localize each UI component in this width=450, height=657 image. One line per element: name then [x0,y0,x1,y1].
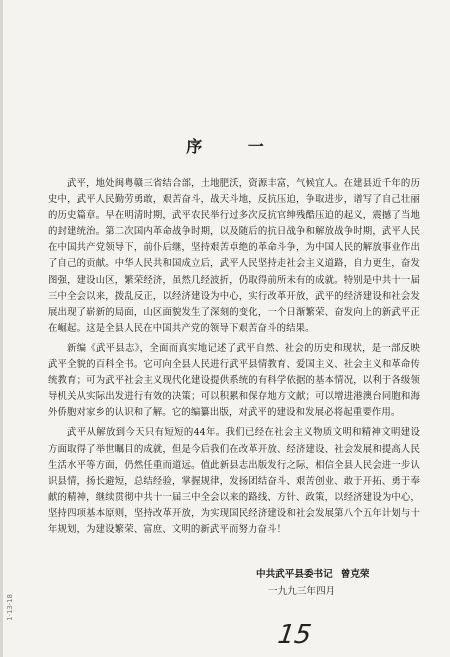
signature-date: 一九九三年四月 [268,586,336,597]
scan-edge [0,0,3,657]
page-number: 15 [275,620,314,650]
signature-block [256,566,370,600]
signature-line [256,566,370,583]
paragraph-3: 武平从解放到今天只有短短的44年。我们已经在社会主义物质文明和精神文明建设方面取得了举世瞩目的成就，但是今后我们在改革开放、经济建设、社会发展和提高人民生活水平等方面，仍然任重而道远。值此新县志出版发行之际，相信全县人民会进一步认识县情，扬长避短，总结经验，掌握规律，发扬团结奋斗、艰苦创业、敢于开拓、勇于奉献的精神，继续贯彻中共十一届三中全会以来的路线、方针、政策，以经济建设为中心，坚持四项基本原则，坚持改革开放，为实现国民经济建设和社会发展第八个五年计划与十年规划，为建设繁荣、富庶、文明的新武平而努力奋斗！ [48,427,420,535]
signature-name: 曾克荣 [340,569,370,580]
paragraph-2: 新编《武平县志》，全面而真实地记述了武平自然、社会的历史和现状，是一部反映武平全貌的百科全书。它可向全县人民进行武平县情教育、爱国主义、社会主义和革命传统教育；可为武平社会主义现代化建设提供系统的有科学依据的基本情况，以利于各级领导机关从实际出发进行有效的决策；可以积累和保存地方文献；可以增进港澳台同胞和海外侨胞对家乡的认识和了解。它的编纂出版，对武平的建设和发展必将起重要作用。 [48,342,420,419]
page-title: 序 一 [186,137,284,156]
document-body [48,176,420,542]
paragraph-1: 武平，地处闽粤赣三省结合部，土地肥沃，资源丰富，气候宜人。在建县近千年的历史中，武平人民勤劳勇敢，艰苦奋斗，战天斗地，反抗压迫，争取进步，谱写了自己壮丽的历史篇章。早在明清时期，武平农民举行过多次反抗官绅残酷压迫的起义，震撼了当地的封建统治。第二次国内革命战争时期，以及随后的抗日战争和解放战争时期，武平人民在中国共产党领导下，前仆后继，坚持艰苦卓绝的革命斗争，为中国人民的解放事业作出了自己的贡献。中华人民共和国成立后，武平人民坚持走社会主义道路，自力更生，奋发图强，建设山区，繁荣经济，虽然几经波折，仍取得前所未有的成就。特别是中共十一届三中全会以来，拨乱反正，以经济建设为中心，实行改革开放，武平的经济建设和社会发展出现了崭新的局面，山区面貌发生了深刻的变化，一个日渐繁荣、奋发向上的新武平正在崛起。这是全县人民在中国共产党的领导下艰苦奋斗的结果。 [48,178,420,334]
signature-organization: 中共武平县委书记 [256,569,333,580]
margin-mark: 1·13·18 [6,594,14,621]
